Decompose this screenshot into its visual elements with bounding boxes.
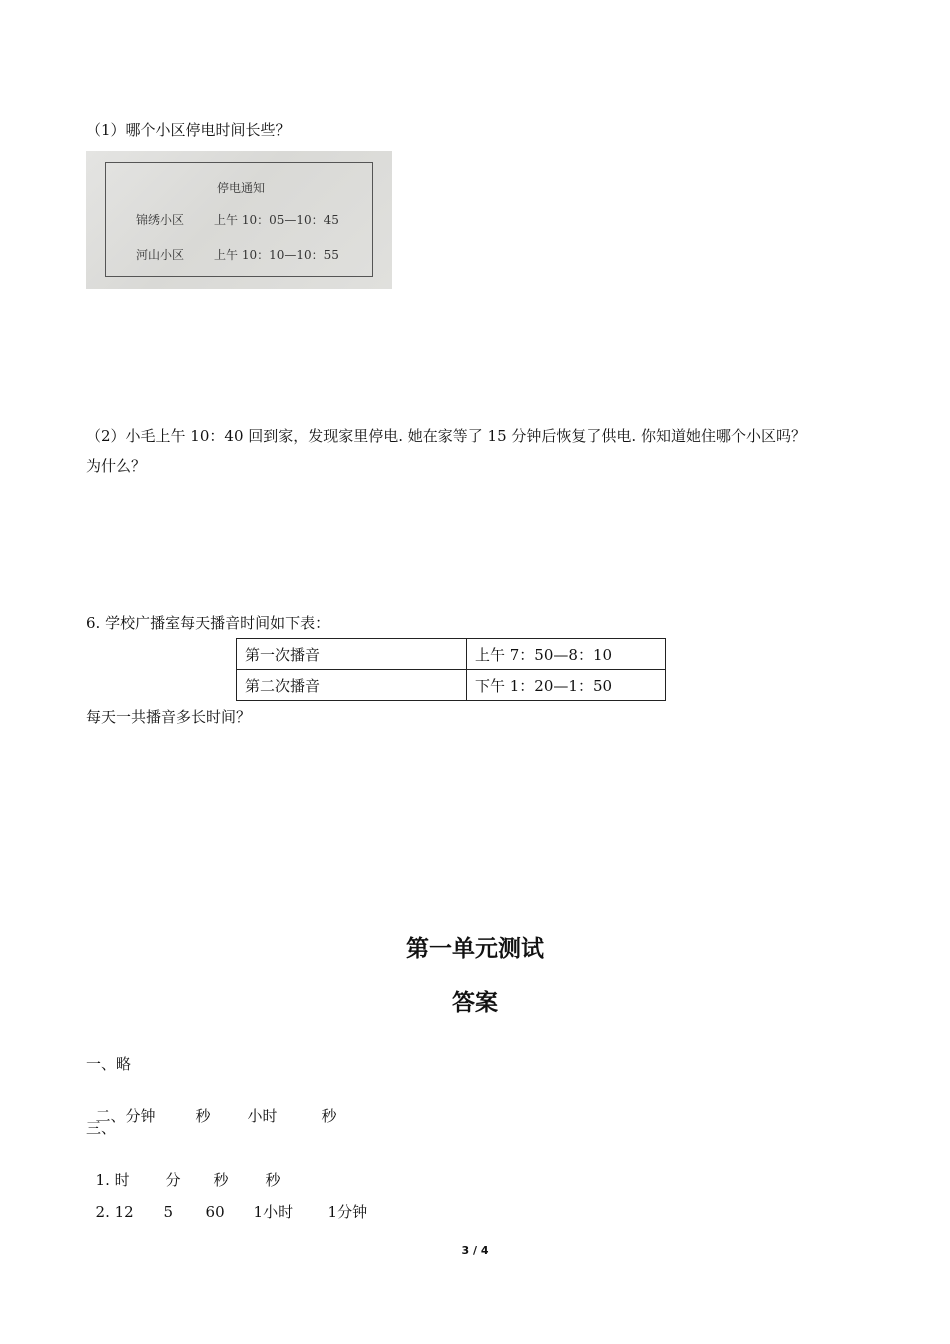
answer-item: 5: [163, 1203, 174, 1221]
answer-section-subtitle: 答案: [452, 990, 498, 1016]
answer-item: 1分钟: [327, 1203, 368, 1221]
table-row: [237, 639, 666, 670]
answer-item: 1小时: [253, 1203, 294, 1221]
notice-area-1: 锦绣小区: [136, 213, 185, 227]
notice-time-2: 上午 10：10—10：55: [214, 248, 339, 262]
table-row: [237, 670, 666, 701]
answer-item: 秒: [265, 1171, 281, 1189]
table-cell-name: 第一次播音: [237, 639, 467, 670]
broadcast-schedule-table: [236, 638, 666, 701]
table-cell-time: 下午 1：20—1：50: [467, 670, 666, 701]
question-5-part-2-line-1: （2）小毛上午 10：40 回到家，发现家里停电. 她在家等了 15 分钟后恢复了供电. 你知道她住哪个小区吗？: [86, 427, 806, 445]
question-5-part-1: （1）哪个小区停电时间长些？: [86, 121, 291, 139]
notice-area-2: 河山小区: [136, 248, 185, 262]
answer-line-2: [86, 1086, 337, 1126]
notice-time-1: 上午 10：05—10：45: [214, 213, 339, 227]
answer-line-5: [86, 1182, 367, 1222]
answer-item: 小时: [247, 1107, 278, 1125]
question-5-part-2-line-2: 为什么？: [86, 457, 147, 475]
answer-item: 二、分钟: [95, 1107, 156, 1125]
answer-item: 分: [165, 1171, 181, 1189]
answer-item: 60: [205, 1203, 225, 1221]
answer-line-3: 三、: [86, 1119, 117, 1137]
answer-item: 秒: [195, 1107, 211, 1125]
table-cell-time: 上午 7：50—8：10: [467, 639, 666, 670]
answer-section-title: 第一单元测试: [406, 936, 544, 962]
answer-line-1: 一、略: [86, 1055, 132, 1073]
answer-item: 秒: [321, 1107, 337, 1125]
answer-item: 1. 时: [95, 1171, 130, 1189]
table-cell-name: 第二次播音: [237, 670, 467, 701]
answer-item: 秒: [213, 1171, 229, 1189]
question-6-intro: 6. 学校广播室每天播音时间如下表：: [86, 614, 331, 632]
page-number: 3 / 4: [461, 1244, 489, 1257]
power-outage-notice-image: [86, 151, 392, 289]
notice-title: 停电通知: [217, 181, 266, 195]
answer-item: 2. 12: [95, 1203, 134, 1221]
question-6-question: 每天一共播音多长时间？: [86, 708, 252, 726]
